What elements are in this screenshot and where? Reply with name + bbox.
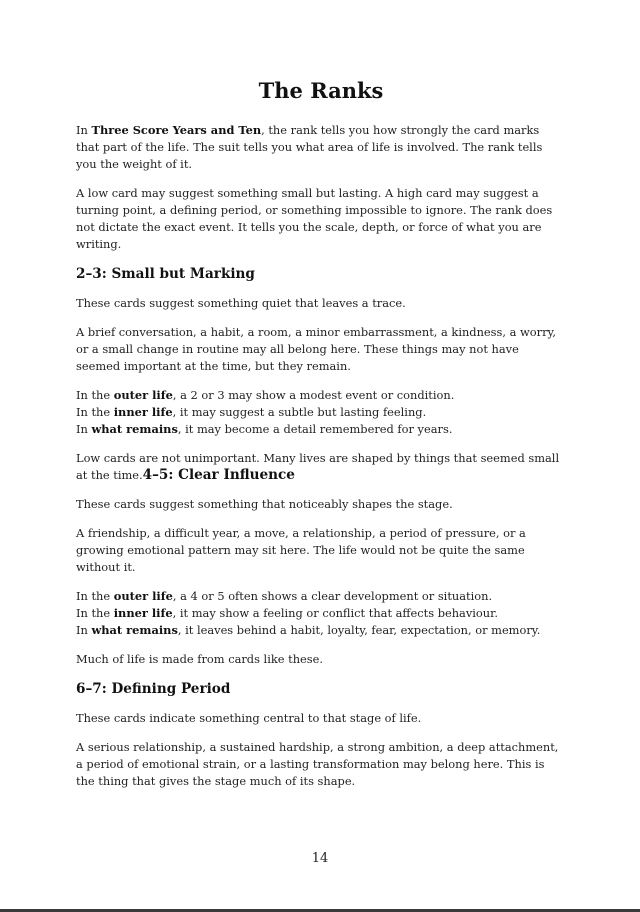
game-title: Three Score Years and Ten bbox=[91, 123, 262, 137]
section-2-3-life-lines bbox=[76, 387, 566, 438]
line-text: In the bbox=[76, 589, 114, 603]
section-2-3-closing bbox=[76, 450, 566, 484]
line-text: , it may show a feeling or conflict that affects behaviour. bbox=[172, 606, 498, 620]
page-number: 14 bbox=[311, 851, 329, 866]
intro-text: In bbox=[76, 123, 92, 137]
section-6-7-paragraph-1: These cards indicate something central to that stage of life. bbox=[76, 711, 422, 725]
section-heading-6-7: 6–7: Defining Period bbox=[76, 681, 231, 697]
what-remains-line bbox=[76, 421, 566, 438]
section-4-5-paragraph-1: These cards suggest something that noticeably shapes the stage. bbox=[76, 497, 453, 511]
line-text: In the bbox=[76, 388, 114, 402]
page-content bbox=[76, 76, 566, 802]
page-title: The Ranks bbox=[258, 78, 384, 103]
inner-life-term: inner life bbox=[113, 405, 173, 419]
section-6-7-paragraph-2: A serious relationship, a sustained hardship, a strong ambition, a deep attachment, a period of emotional strain, or a lasting transformation may belong here. This is the thing that gives the stage much of its shape. bbox=[76, 740, 559, 788]
line-text: , a 4 or 5 often shows a clear development or situation. bbox=[172, 589, 493, 603]
line-text: In bbox=[76, 422, 92, 436]
closing-text: Low cards are not unimportant. Many lives are shaped by things that seemed small at the time. bbox=[76, 451, 560, 482]
intro-text: , the rank tells you how strongly the card marks that part of the life. The suit tells you what area of life is involved. The rank tells you the weight of it. bbox=[76, 123, 543, 171]
section-4-5-closing: Much of life is made from cards like these. bbox=[76, 652, 323, 666]
intro-paragraph-2: A low card may suggest something small but lasting. A high card may suggest a turning point, a defining period, or something impossible to ignore. The rank does not dictate the exact event. It tells you the scale, depth, or force of what you are writing. bbox=[76, 186, 553, 251]
line-text: In the bbox=[76, 405, 114, 419]
section-4-5-paragraph-2: A friendship, a difficult year, a move, a relationship, a period of pressure, or a growing emotional pattern may sit here. The life would not be quite the same without it. bbox=[76, 526, 526, 574]
section-heading-4-5: 4–5: Clear Influence bbox=[142, 467, 295, 483]
outer-life-line bbox=[76, 588, 566, 605]
outer-life-term: outer life bbox=[113, 589, 173, 603]
inner-life-line bbox=[76, 404, 566, 421]
what-remains-term: what remains bbox=[91, 623, 178, 637]
section-2-3-paragraph-1: These cards suggest something quiet that leaves a trace. bbox=[76, 296, 406, 310]
line-text: , it may become a detail remembered for years. bbox=[177, 422, 453, 436]
section-4-5-life-lines bbox=[76, 588, 566, 639]
intro-paragraph-1 bbox=[76, 122, 566, 173]
outer-life-line bbox=[76, 387, 566, 404]
what-remains-term: what remains bbox=[91, 422, 178, 436]
what-remains-line bbox=[76, 622, 566, 639]
line-text: , a 2 or 3 may show a modest event or condition. bbox=[172, 388, 455, 402]
line-text: In the bbox=[76, 606, 114, 620]
line-text: , it may suggest a subtle but lasting feeling. bbox=[172, 405, 427, 419]
section-2-3-paragraph-2: A brief conversation, a habit, a room, a minor embarrassment, a kindness, a worry, or a small change in routine may all belong here. These things may not have seemed important at the time, but they remain. bbox=[76, 325, 557, 373]
outer-life-term: outer life bbox=[113, 388, 173, 402]
section-heading-2-3: 2–3: Small but Marking bbox=[76, 266, 255, 282]
inner-life-line bbox=[76, 605, 566, 622]
line-text: In bbox=[76, 623, 92, 637]
inner-life-term: inner life bbox=[113, 606, 173, 620]
line-text: , it leaves behind a habit, loyalty, fear, expectation, or memory. bbox=[177, 623, 541, 637]
